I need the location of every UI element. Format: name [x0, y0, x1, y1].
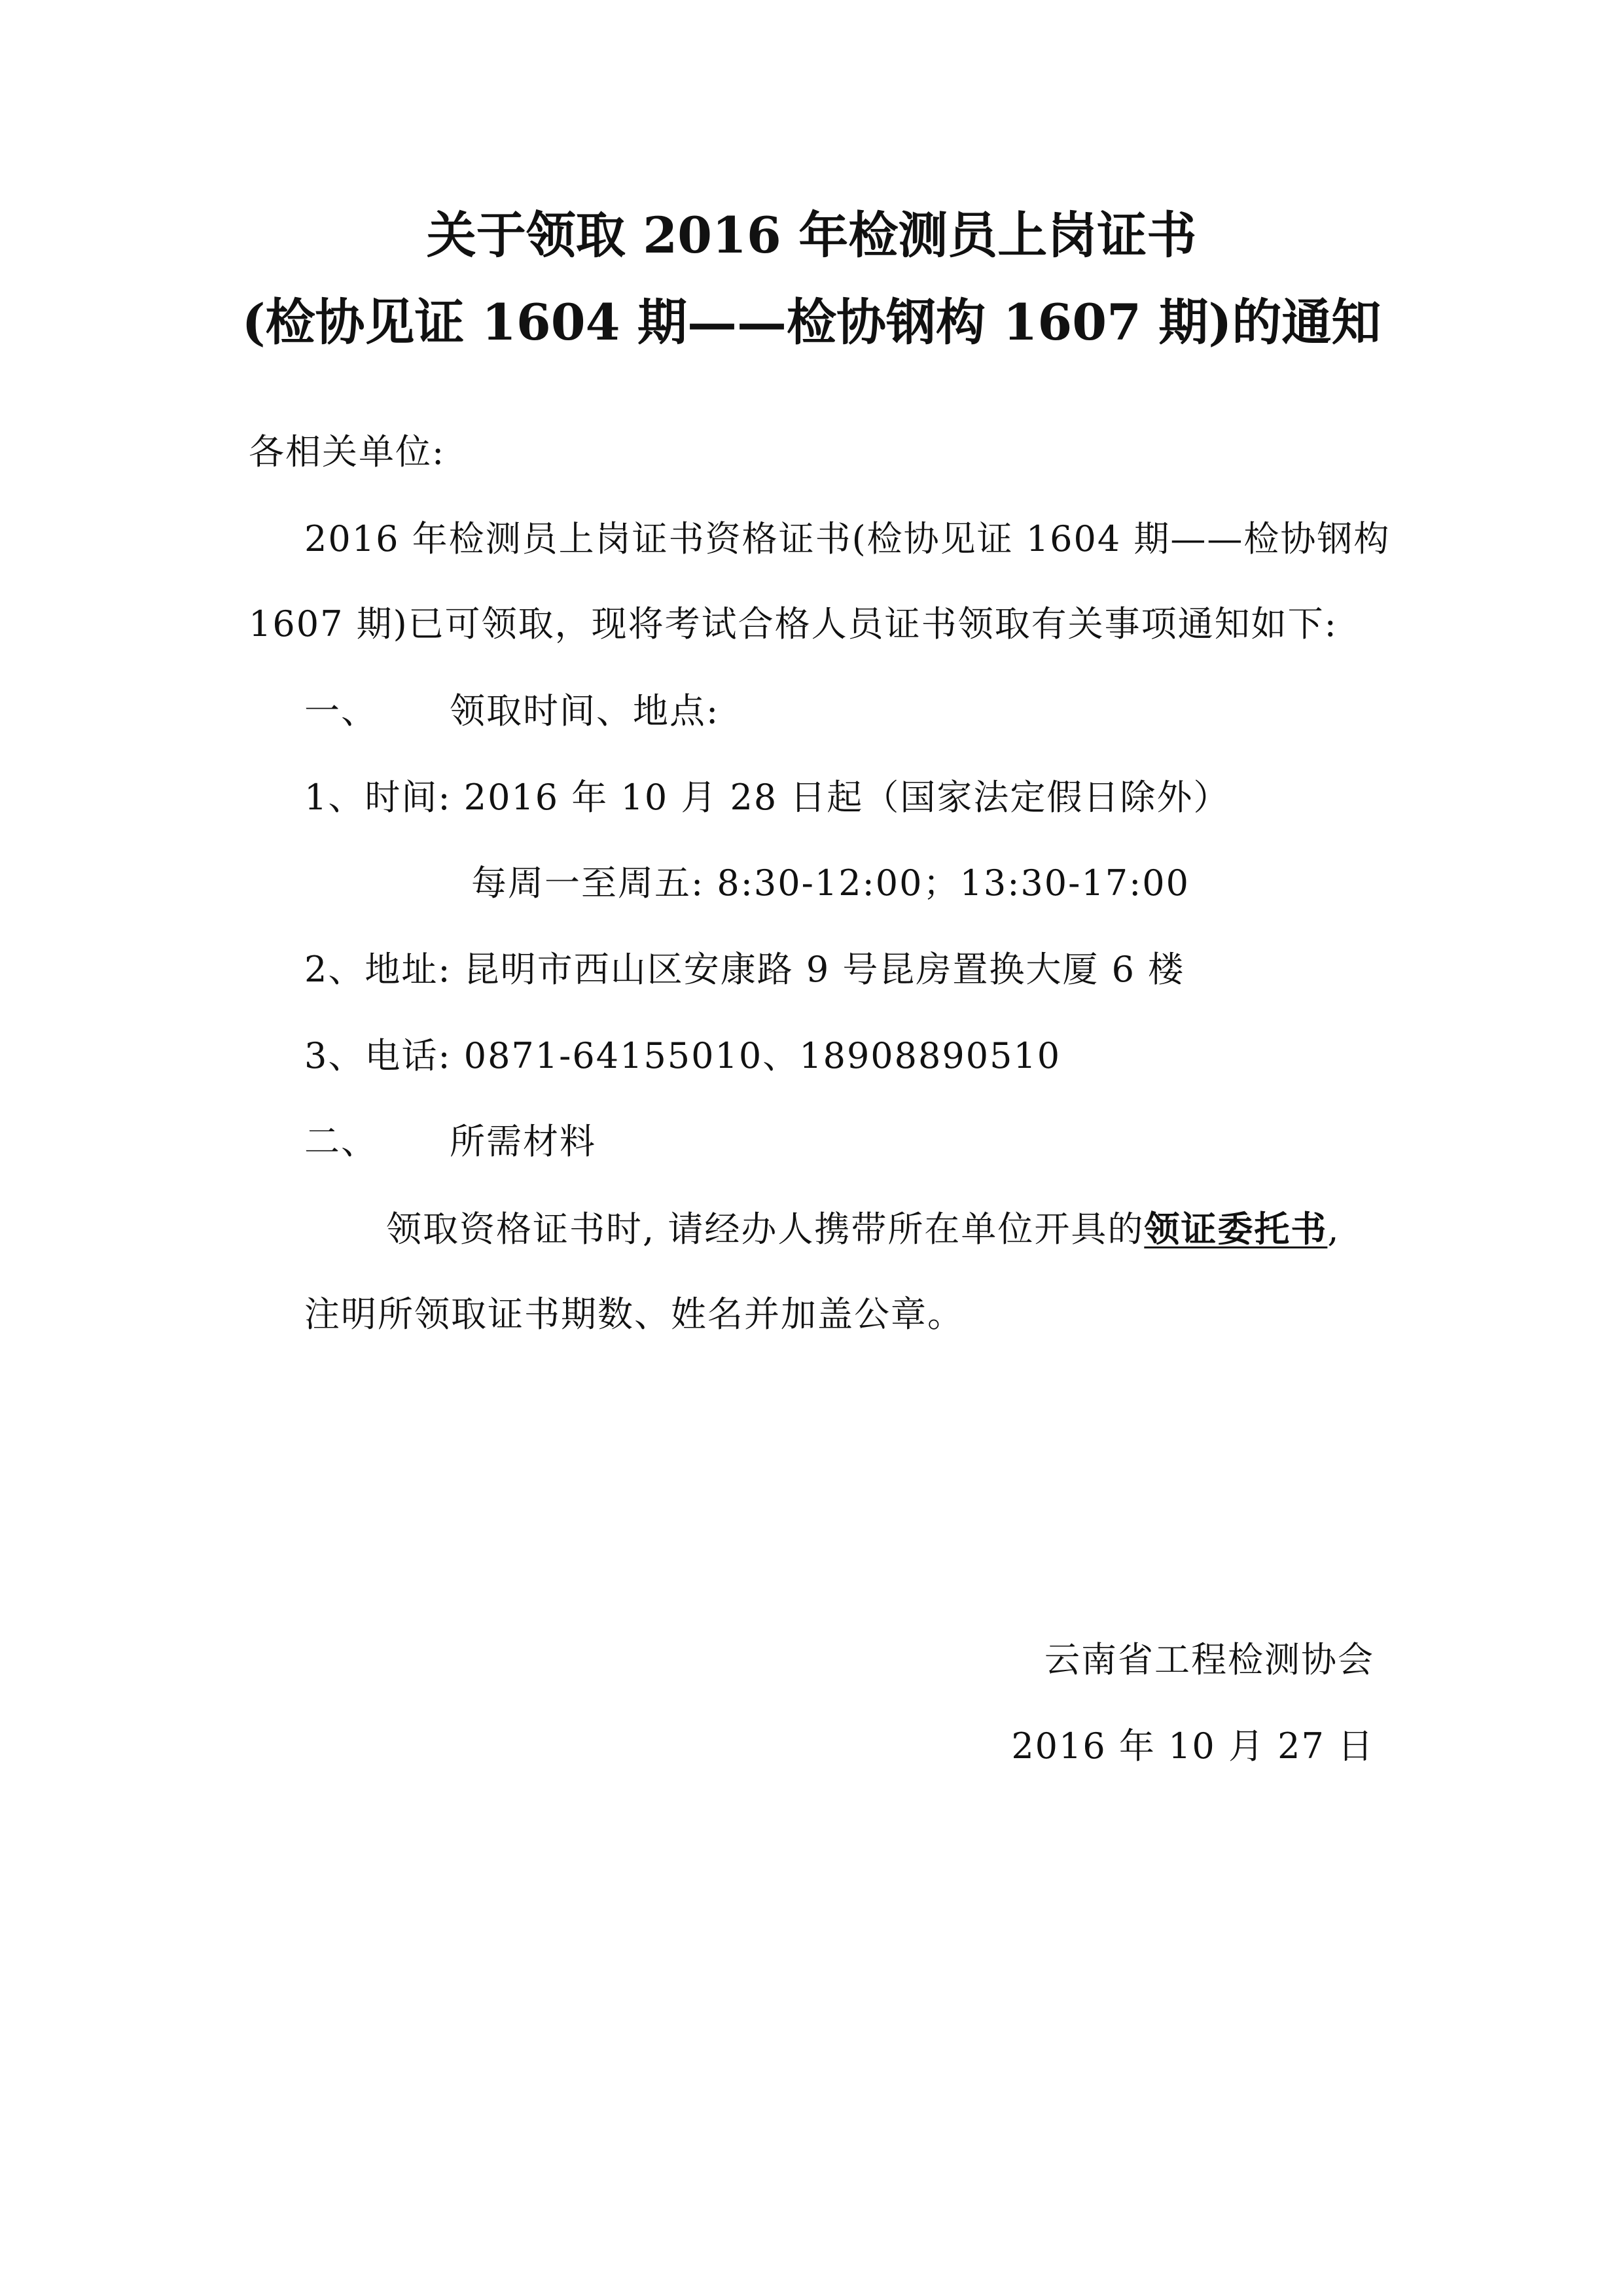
- authorization-letter-text: 领证委托书: [1144, 1208, 1328, 1250]
- item-phone: 3、电话: 0871-64155010、18908890510: [304, 1035, 1061, 1076]
- salutation: 各相关单位:: [249, 431, 446, 472]
- section-2-title: 所需材料: [450, 1121, 596, 1162]
- item-time: 1、时间: 2016 年 10 月 28 日起（国家法定假日除外）: [304, 777, 1230, 818]
- section-2-number: 二、: [304, 1121, 378, 1162]
- intro-paragraph-line-2: 1607 期)已可领取，现将考试合格人员证书领取有关事项通知如下:: [249, 603, 1338, 645]
- section-1-title: 领取时间、地点:: [450, 690, 720, 732]
- materials-comma: ,: [1327, 1209, 1340, 1250]
- item-address: 2、地址: 昆明市西山区安康路 9 号昆房置换大厦 6 楼: [304, 949, 1185, 990]
- signature-date: 2016 年 10 月 27 日: [1011, 1725, 1374, 1767]
- title-line-2: (检协见证 1604 期——检协钢构 1607 期)的通知: [241, 293, 1382, 351]
- section-1-heading: [304, 690, 720, 732]
- intro-paragraph-line-1: 2016 年检测员上岗证书资格证书(检协见证 1604 期——检协钢构: [304, 518, 1391, 559]
- materials-text: 领取资格证书时, 请经办人携带所在单位开具的: [386, 1209, 1145, 1250]
- section-2-heading: [304, 1121, 596, 1162]
- item-time-hours: 每周一至周五: 8:30-12:00；13:30-17:00: [471, 862, 1190, 904]
- title-line-1: 关于领取 2016 年检测员上岗证书: [426, 206, 1197, 264]
- section-1-number: 一、: [304, 690, 378, 732]
- materials-paragraph-line-2: 注明所领取证书期数、姓名并加盖公章。: [304, 1294, 964, 1335]
- materials-paragraph-line-1: [386, 1208, 1340, 1250]
- signature-organization: 云南省工程检测协会: [1044, 1639, 1374, 1680]
